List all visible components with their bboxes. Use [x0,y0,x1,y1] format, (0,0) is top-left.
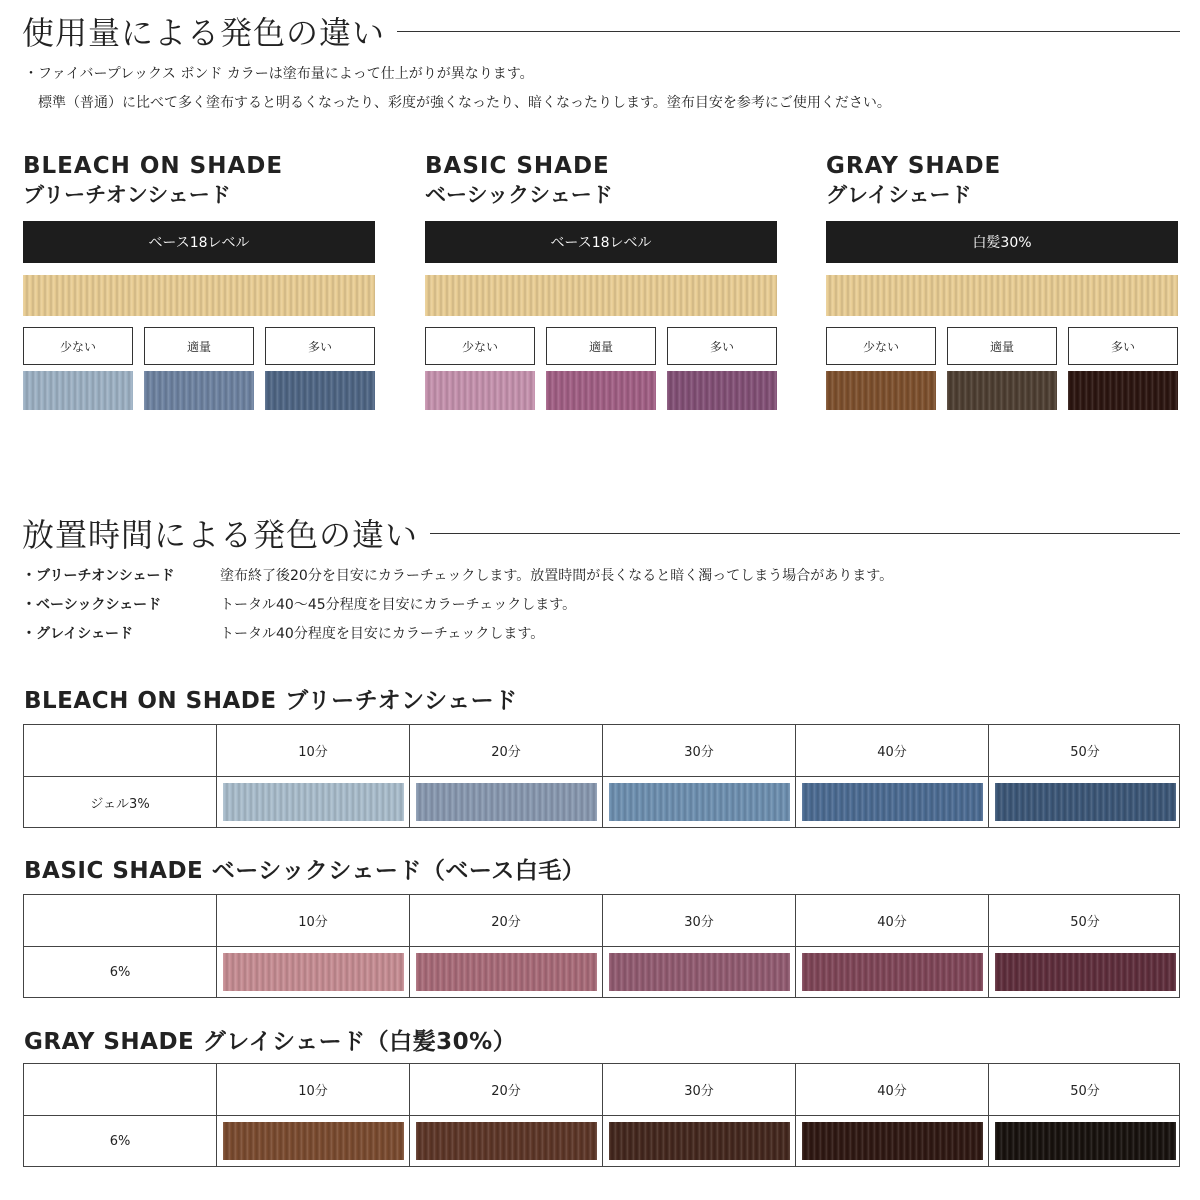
amount-label: 少ない [425,327,535,365]
hair-color-swatch [609,1122,790,1160]
amount-label: 多い [1068,327,1178,365]
hair-color-swatch [223,783,404,821]
shade-title-en: BASIC SHADE [425,153,610,179]
base-hair-swatch [23,275,375,316]
table-header-row [24,895,1179,946]
hair-color-swatch [1068,371,1178,410]
hair-color-swatch [802,953,983,991]
amount-label: 適量 [546,327,656,365]
table-corner-cell [24,895,216,946]
hair-color-swatch [416,953,597,991]
hair-color-swatch [416,1122,597,1160]
table-row [24,776,1179,827]
swatch-cell [795,947,988,997]
usage-intro [24,60,891,118]
time-header-cell: 50分 [988,895,1181,946]
amount-row [23,327,375,365]
table-corner-cell [24,1064,216,1115]
table-title: BLEACH ON SHADE ブリーチオンシェード [24,688,518,714]
time-header-cell: 10分 [216,725,409,776]
hair-color-swatch [826,371,936,410]
usage-intro-line-1: ・ファイバープレックス ボンド カラーは塗布量によって仕上がりが異なります。 [24,66,534,82]
base-hair-swatch [425,275,777,316]
hair-color-swatch [609,953,790,991]
hair-color-swatch [144,371,254,410]
hair-color-swatch [995,953,1176,991]
base-level-bar: ベース18レベル [425,221,777,263]
table-row [24,946,1179,997]
row-label-cell: 6% [109,1133,131,1149]
time-header-cell: 30分 [602,725,795,776]
hair-color-swatch [546,371,656,410]
base-hair-swatch [826,275,1178,316]
time-header-cell: 30分 [602,895,795,946]
hair-color-swatch [995,1122,1176,1160]
time-header-cell: 10分 [216,1064,409,1115]
amount-label: 適量 [144,327,254,365]
section-time-title: 放置時間による発色の違い [22,516,419,554]
swatch-cell [988,777,1181,827]
swatch-cell [988,947,1181,997]
note-label: ・ブリーチオンシェード [22,568,175,584]
hair-color-swatch [223,1122,404,1160]
swatch-cell [216,947,409,997]
amount-label: 多い [667,327,777,365]
note-label: ・ベーシックシェード [22,597,162,613]
hair-color-swatch [995,783,1176,821]
swatch-cell [602,947,795,997]
shade-title-jp: ベーシックシェード [425,183,613,207]
amount-label: 少ない [23,327,133,365]
time-header-cell: 10分 [216,895,409,946]
time-header-cell: 50分 [988,725,1181,776]
note-text: トータル40～45分程度を目安にカラーチェックします。 [220,597,577,613]
shade-title-en: BLEACH ON SHADE [23,153,284,179]
time-header-cell: 50分 [988,1064,1181,1115]
table-header-row [24,1064,1179,1115]
heading-rule [397,31,1180,32]
amount-row [425,327,777,365]
table-row [24,1115,1179,1166]
heading-rule [430,533,1180,534]
note-row [22,591,893,620]
row-label-cell: ジェル3% [90,796,150,812]
time-header-cell: 40分 [795,1064,988,1115]
hair-color-swatch [947,371,1057,410]
base-level-bar: ベース18レベル [23,221,375,263]
hair-color-swatch [425,371,535,410]
section-time-heading [22,510,1180,556]
table-corner-cell [24,725,216,776]
hair-color-swatch [23,371,133,410]
hair-color-swatch [265,371,375,410]
swatch-cell [409,1116,602,1166]
note-row [22,620,893,649]
note-text: トータル40分程度を目安にカラーチェックします。 [220,626,545,642]
swatch-cell [216,777,409,827]
swatch-cell [795,777,988,827]
hair-color-swatch [802,783,983,821]
swatch-row [23,371,375,410]
base-level-bar: 白髪30% [826,221,1178,263]
shade-title-jp: グレイシェード [826,183,972,207]
shade-title-en: GRAY SHADE [826,153,1002,179]
note-text: 塗布終了後20分を目安にカラーチェックします。放置時間が長くなると暗く濁ってしまう場合があります。 [220,568,894,584]
swatch-row [425,371,777,410]
note-label: ・グレイシェード [22,626,134,642]
time-header-cell: 30分 [602,1064,795,1115]
time-header-cell: 20分 [409,1064,602,1115]
time-table [23,724,1180,828]
swatch-cell [216,1116,409,1166]
table-header-row [24,725,1179,776]
hair-color-swatch [609,783,790,821]
time-table [23,1063,1180,1167]
table-title: BASIC SHADE ベーシックシェード（ベース白毛） [24,858,586,884]
note-row [22,562,893,591]
swatch-row [826,371,1178,410]
swatch-cell [602,777,795,827]
time-table [23,894,1180,998]
shade-column [826,152,1178,410]
shade-column [425,152,777,410]
hair-color-swatch [223,953,404,991]
swatch-cell [409,947,602,997]
time-header-cell: 40分 [795,895,988,946]
usage-intro-line-2: 標準（普通）に比べて多く塗布すると明るくなったり、彩度が強くなったり、暗くなったりします。塗布目安を参考にご使用ください。 [24,95,891,111]
swatch-cell [795,1116,988,1166]
time-header-cell: 20分 [409,895,602,946]
section-usage-title: 使用量による発色の違い [22,14,386,52]
shade-column [23,152,375,410]
swatch-cell [602,1116,795,1166]
amount-row [826,327,1178,365]
shade-title-jp: ブリーチオンシェード [23,183,231,207]
amount-label: 適量 [947,327,1057,365]
time-header-cell: 20分 [409,725,602,776]
time-header-cell: 40分 [795,725,988,776]
swatch-cell [988,1116,1181,1166]
section-usage-heading [22,8,1180,54]
amount-label: 多い [265,327,375,365]
hair-color-swatch [667,371,777,410]
table-title: GRAY SHADE グレイシェード（白髪30%） [24,1029,517,1055]
row-label-cell: 6% [109,964,131,980]
time-notes [22,562,893,649]
hair-color-swatch [416,783,597,821]
hair-color-swatch [802,1122,983,1160]
amount-label: 少ない [826,327,936,365]
swatch-cell [409,777,602,827]
